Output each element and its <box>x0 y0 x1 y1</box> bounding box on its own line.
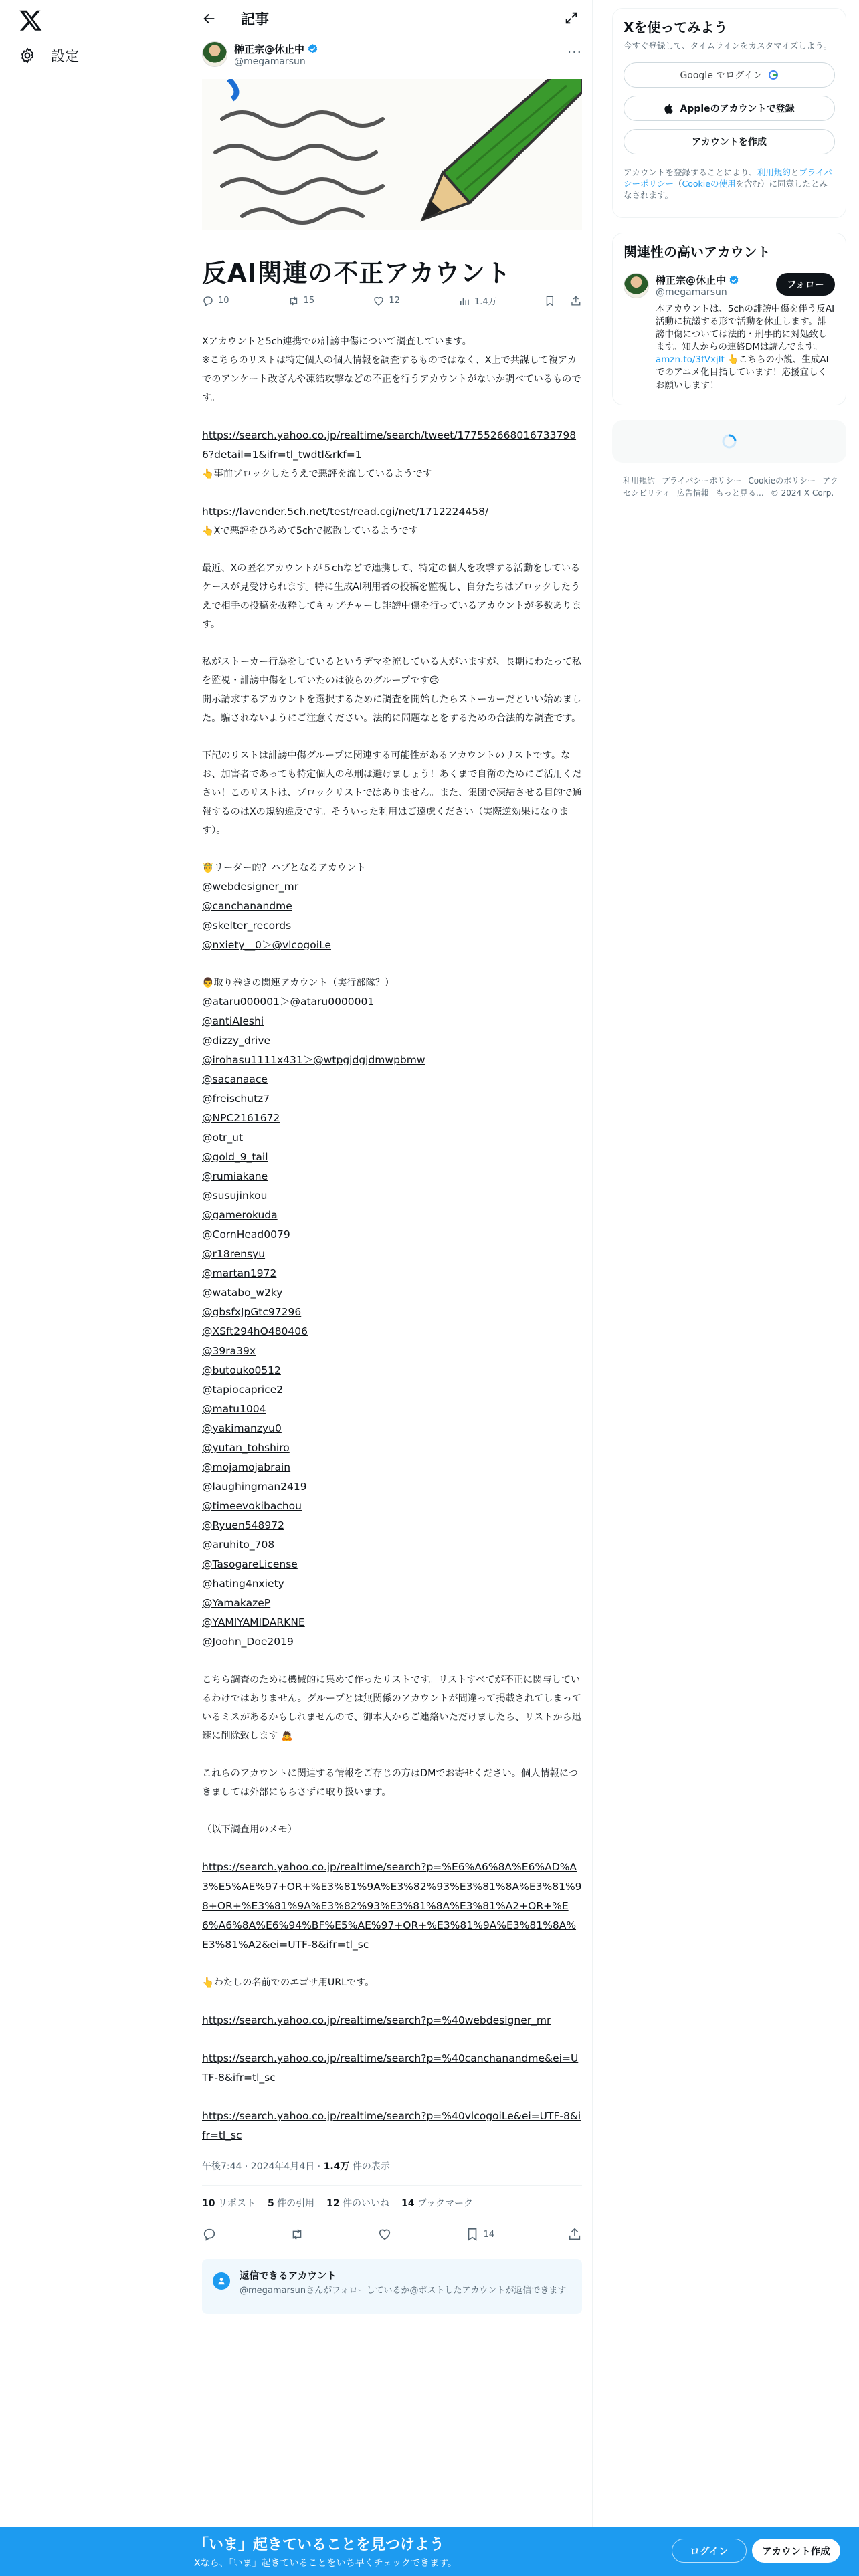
apple-logo-icon <box>664 102 674 114</box>
follow-button[interactable]: フォロー <box>776 273 835 296</box>
account-link[interactable]: @timeevokibachou <box>202 1500 302 1512</box>
link-paragraph <box>202 1632 582 1652</box>
views-chart-icon <box>458 295 470 307</box>
account-link[interactable]: @rumiakane <box>202 1170 268 1182</box>
text-paragraph: Xアカウントと5ch連携での誹謗中傷について調査しています。 <box>202 336 472 347</box>
x-logo-icon[interactable] <box>19 8 43 32</box>
paragraph-gap <box>202 1839 582 1858</box>
cookie-link[interactable]: Cookieの使用 <box>682 179 736 189</box>
text-paragraph: これらのアカウントに関連する情報をご存じの方はDMでお寄せください。個人情報につきましては外部にもらさずに取り扱います。 <box>202 1768 578 1798</box>
account-link[interactable]: @YAMIYAMIDARKNE <box>202 1616 305 1628</box>
account-link[interactable]: @matu1004 <box>202 1403 266 1415</box>
link-paragraph <box>202 1264 582 1283</box>
terms-and: と <box>790 167 799 177</box>
paragraph-gap <box>202 407 582 426</box>
like-button[interactable] <box>373 295 458 307</box>
link-paragraph <box>202 1341 582 1361</box>
text-paragraph: ※こちらのリストは特定個人の個人情報を調査するものではなく、X上で共謀して複アカでのアンケート改ざんや凍結攻撃などの不正を行うアカウントがないか調べているものです。 <box>202 355 581 403</box>
account-link[interactable]: @XSft294hO480406 <box>202 1325 308 1337</box>
footer-link[interactable]: 利用規約 <box>623 476 656 486</box>
text-paragraph: こちら調査のために機械的に集めて作ったリストです。リストすべてが不正に関与しているわけではありません。グループとは無関係のアカウントが間違って掲載されてしまっているミスがあるかもしれませんので、御本人からご連絡いただけましたら、リストから迅速に削除致します 🙇 <box>202 1675 582 1741</box>
account-link[interactable]: @yutan_tohshiro <box>202 1442 290 1454</box>
paragraph-gap <box>202 728 582 746</box>
account-link[interactable]: @freischutz7 <box>202 1093 270 1105</box>
expand-icon[interactable] <box>564 11 579 25</box>
reply-notice-subtitle: @megamarsunさんがフォローしているか@ポストしたアカウントが返信できます <box>240 2286 567 2296</box>
author-name-text: 榊正宗@休止中 <box>234 43 305 56</box>
link-paragraph <box>202 1070 582 1089</box>
footer-link: © 2024 X Corp. <box>770 488 834 498</box>
account-link[interactable]: @yakimanzyu0 <box>202 1422 282 1434</box>
link-paragraph <box>202 1089 582 1109</box>
repost-icon <box>288 295 300 307</box>
signup-title: Xを使ってみよう <box>624 19 728 35</box>
heart-icon[interactable] <box>377 2227 392 2242</box>
reply-button[interactable] <box>202 295 288 307</box>
link-paragraph <box>202 1225 582 1245</box>
link-paragraph <box>202 426 582 465</box>
account-link[interactable]: @laughingman2419 <box>202 1481 307 1493</box>
url-link[interactable]: https://search.yahoo.co.jp/realtime/search?p=%40canchanandme&ei=UTF-8&ifr=tl_sc <box>202 2052 579 2084</box>
account-link[interactable]: @ataru000001＞@ataru0000001 <box>202 996 375 1008</box>
reply-icon <box>202 295 214 307</box>
bookmark-count: 14 <box>483 2229 495 2240</box>
bottom-bar-subtitle: Xなら、「いま」起きていることをいち早くチェックできます。 <box>194 2558 458 2569</box>
main-column <box>191 0 593 2576</box>
text-paragraph: 開示請求するアカウントを選択するために調査を開始したらストーカーだといい始めました。騙されないようにご注意ください。法的に問題なとをするための合法的な調査です。 <box>202 694 582 724</box>
account-link[interactable]: @NPC2161672 <box>202 1112 280 1124</box>
link-paragraph <box>202 1535 582 1555</box>
url-link[interactable]: https://search.yahoo.co.jp/realtime/search?p=%40vlcogoiLe&ei=UTF-8&ifr=tl_sc <box>202 2110 581 2141</box>
related-accounts-card <box>612 233 846 405</box>
url-link[interactable]: https://search.yahoo.co.jp/realtime/search?p=%E6%A6%8A%E6%AD%A3%E5%AE%97+OR+%E3%81%9A%E3%82%93%E3%81%8A%E3%81%98+OR+%E3%81%9A%E3%82%93%E3%81%8A%E3%81%A2+OR+%E6%A6%8A%E6%94%BF%E5%AE%97+OR+%E3%81%9A%E3%81%8A%E3%81%A2&ei=UTF-8&ifr=tl_sc <box>202 1861 582 1951</box>
link-paragraph <box>202 1555 582 1574</box>
page-title: 記事 <box>241 11 269 27</box>
back-arrow-icon[interactable] <box>202 11 217 26</box>
link-paragraph <box>202 1458 582 1477</box>
url-link[interactable]: https://search.yahoo.co.jp/realtime/search?p=%40webdesigner_mr <box>202 2014 551 2026</box>
account-link[interactable]: @dizzy_drive <box>202 1035 271 1047</box>
link-paragraph <box>202 2049 582 2088</box>
account-link[interactable]: @Ryuen548972 <box>202 1519 284 1531</box>
terms-prefix: アカウントを登録することにより、 <box>624 167 757 177</box>
more-options-icon[interactable]: ··· <box>567 44 582 60</box>
account-link[interactable]: @skelter_records <box>202 920 292 932</box>
post-views-label: 件の表示 <box>349 2161 390 2172</box>
create-account-label: アカウントを作成 <box>692 137 767 148</box>
paragraph-gap <box>202 1992 582 2011</box>
link-paragraph <box>202 502 582 522</box>
account-link[interactable]: @Joohn_Doe2019 <box>202 1636 294 1648</box>
reposts-count-link[interactable]: 10 リポスト <box>202 2198 256 2209</box>
signup-card <box>612 8 846 218</box>
account-link[interactable]: @tapiocaprice2 <box>202 1384 284 1396</box>
signup-subtitle: 今すぐ登録して、タイムラインをカスタマイズしよう。 <box>624 41 832 51</box>
link-paragraph <box>202 2011 582 2030</box>
link-paragraph <box>202 1051 582 1070</box>
url-link[interactable]: https://lavender.5ch.net/test/read.cgi/net/1712224458/ <box>202 506 489 518</box>
like-count: 12 <box>389 296 400 306</box>
likes-count-link[interactable]: 12 件のいいね <box>326 2198 390 2209</box>
quotes-count-link[interactable]: 5 件の引用 <box>267 2198 315 2209</box>
signup-button[interactable]: アカウント作成 <box>752 2539 840 2563</box>
divider <box>202 2185 582 2186</box>
related-title: 関連性の高いアカウント <box>624 244 771 260</box>
article-title: 反AI関連の不正アカウント <box>202 259 512 288</box>
link-paragraph <box>202 1245 582 1264</box>
link-paragraph <box>202 992 582 1012</box>
link-paragraph <box>202 1303 582 1322</box>
link-paragraph <box>202 1322 582 1341</box>
text-paragraph: 下記のリストは誹謗中傷グループに関連する可能性があるアカウントのリストです。なお、加害者であっても特定個人の私刑は避けましょう！あくまで自衛のためにご活用ください！このリストは、ブロックリストではありません。また、集団で凍結させる目的で通報するのはXの規約違反です。そういった利用はご遠慮ください（実際逆効果になります）。 <box>202 750 582 836</box>
heart-icon <box>373 295 385 307</box>
account-link[interactable]: @canchanandme <box>202 900 292 912</box>
reply-count: 10 <box>218 296 229 306</box>
views-button[interactable] <box>458 294 544 307</box>
account-link[interactable]: @irohasu1111x431＞@wtpgjdgjdmwpbmw <box>202 1054 425 1066</box>
link-paragraph <box>202 877 582 897</box>
account-link[interactable]: @webdesigner_mr <box>202 881 299 893</box>
footer-link[interactable]: もっと見る… <box>715 488 764 498</box>
author-handle: @megamarsun <box>234 56 306 67</box>
account-link[interactable]: @sacanaace <box>202 1073 268 1085</box>
link-paragraph <box>202 916 582 936</box>
related-account[interactable] <box>624 273 835 392</box>
google-logo-icon <box>768 70 779 80</box>
paragraph-gap <box>202 1652 582 1671</box>
link-paragraph <box>202 2107 582 2145</box>
bookmark-icon <box>465 2227 480 2242</box>
paragraph-gap <box>202 2088 582 2107</box>
post-action-bar <box>202 2227 582 2242</box>
account-link[interactable]: @mojamojabrain <box>202 1461 291 1473</box>
account-link[interactable]: @butouko0512 <box>202 1364 281 1376</box>
bottom-bar-title: 「いま」起きていることを見つけよう <box>194 2537 445 2553</box>
link-paragraph <box>202 1361 582 1380</box>
loading-spinner-icon <box>721 433 737 449</box>
paragraph-gap <box>202 2030 582 2049</box>
text-paragraph: 👆Xで悪評をひろめて5chで拡散しているようです <box>202 526 418 536</box>
related-account-handle: @megamarsun <box>656 287 727 298</box>
link-paragraph <box>202 1516 582 1535</box>
link-paragraph <box>202 1380 582 1400</box>
footer-link[interactable]: アクセシビリティ <box>623 476 838 498</box>
link-paragraph <box>202 1109 582 1128</box>
footer-link[interactable]: Cookieのポリシー <box>748 476 816 486</box>
related-account-bio <box>656 303 835 392</box>
article-author[interactable] <box>202 41 582 67</box>
paragraph-gap <box>202 1955 582 1973</box>
footer-link[interactable]: プライバシーポリシー <box>662 476 742 486</box>
link-paragraph <box>202 1186 582 1206</box>
views-count: 1.4万 <box>474 297 497 307</box>
paragraph-gap <box>202 540 582 559</box>
avatar[interactable] <box>624 273 649 298</box>
share-icon[interactable] <box>570 295 582 307</box>
link-paragraph <box>202 1012 582 1031</box>
post-timestamp[interactable]: 午後7:44 · 2024年4月4日 · <box>202 2161 324 2172</box>
account-link[interactable]: @watabo_w2ky <box>202 1287 283 1299</box>
paragraph-gap <box>202 634 582 653</box>
account-link[interactable]: @TasogareLicense <box>202 1558 298 1570</box>
account-link[interactable]: @r18rensyu <box>202 1248 266 1260</box>
link-paragraph <box>202 1148 582 1167</box>
account-link[interactable]: @gamerokuda <box>202 1209 278 1221</box>
text-paragraph: 👨取り巻きの関連アカウント（実行部隊？） <box>202 978 395 988</box>
verified-badge-icon <box>729 275 739 286</box>
link-paragraph <box>202 897 582 916</box>
terms-notice <box>624 167 835 201</box>
nav-item-settings[interactable] <box>19 45 79 66</box>
link-paragraph <box>202 1858 582 1955</box>
account-link[interactable]: @nxiety__0＞@vlcogoiLe <box>202 939 331 951</box>
account-link[interactable]: @gbsfxJpGtc97296 <box>202 1306 302 1318</box>
verified-badge-icon <box>307 43 318 55</box>
account-link[interactable]: @otr_ut <box>202 1132 244 1144</box>
create-account-button[interactable] <box>624 129 835 154</box>
repost-button[interactable] <box>288 295 373 307</box>
account-link[interactable]: @CornHead0079 <box>202 1228 290 1241</box>
share-icon[interactable] <box>567 2227 582 2242</box>
related-account-name[interactable] <box>656 273 739 287</box>
bio-link[interactable]: amzn.to/3fVxjlt <box>656 354 725 365</box>
footer-links <box>623 475 844 499</box>
paragraph-gap <box>202 840 582 859</box>
link-paragraph <box>202 1497 582 1516</box>
link-paragraph <box>202 1613 582 1632</box>
google-signin-label: Google でログイン <box>680 70 763 81</box>
bio-text: 本アカウントは、5chの誹謗中傷を伴う反AI活動に抗議する形で活動を休止します。誹謗中傷については法的・刑事的に対処致します。知人からの連絡DMは読んでます。 <box>656 304 835 352</box>
text-paragraph: 👆わたしの名前でのエゴサ用URLです。 <box>202 1977 375 1988</box>
link-paragraph <box>202 1574 582 1594</box>
link-paragraph <box>202 1031 582 1051</box>
apple-signup-label: Appleのアカウントで登録 <box>680 104 795 114</box>
account-link[interactable]: @YamakazeP <box>202 1597 271 1609</box>
text-paragraph: 🤴リーダー的？ハブとなるアカウント <box>202 863 366 873</box>
repost-count: 15 <box>303 296 315 306</box>
account-link[interactable]: @hating4nxiety <box>202 1578 284 1590</box>
article-cover-image[interactable] <box>202 79 582 230</box>
footer-link[interactable]: 広告情報 <box>676 488 709 498</box>
cookie-prefix: （ <box>674 179 682 189</box>
link-paragraph <box>202 1438 582 1458</box>
link-paragraph <box>202 1477 582 1497</box>
left-nav <box>0 0 191 2576</box>
gear-icon <box>19 47 36 64</box>
link-paragraph <box>202 1400 582 1419</box>
link-paragraph <box>202 1167 582 1186</box>
paragraph-gap <box>202 955 582 974</box>
link-paragraph <box>202 1594 582 1613</box>
bottom-signup-bar <box>0 2527 859 2576</box>
post-views: 1.4万 <box>323 2161 350 2172</box>
paragraph-gap <box>202 1745 582 1764</box>
repost-icon[interactable] <box>290 2227 304 2242</box>
text-paragraph: 私がストーカー行為をしているというデマを流している人がいますが、長期にわたって私を監視・誹謗中傷をしていたのは彼らのグループです😢 <box>202 657 582 686</box>
header <box>191 0 592 37</box>
bio-text-end: 👆こちらの小説、生成AIでのアニメ化目指しています！応援宜しくお願いします！ <box>656 354 829 391</box>
pencil-illustration <box>202 79 582 230</box>
bookmark-icon[interactable] <box>544 295 556 307</box>
link-paragraph <box>202 936 582 955</box>
terms-link[interactable]: 利用規約 <box>757 167 791 177</box>
paragraph-gap <box>202 1802 582 1820</box>
trends-loading <box>612 420 846 463</box>
reply-restriction-notice <box>202 2259 582 2314</box>
text-paragraph: （以下調査用のメモ） <box>202 1824 297 1835</box>
link-paragraph <box>202 1206 582 1225</box>
article-actions <box>202 294 582 307</box>
privacy-link[interactable]: プライバシーポリシー <box>624 167 832 189</box>
account-link[interactable]: @gold_9_tail <box>202 1151 268 1163</box>
account-link[interactable]: @39ra39x <box>202 1345 256 1357</box>
apple-signup-button[interactable] <box>624 96 835 121</box>
author-name[interactable] <box>234 42 318 56</box>
bookmarks-count-link[interactable]: 14 ブックマーク <box>401 2198 474 2209</box>
text-paragraph: 👆事前ブロックしたうえで悪評を流しているようです <box>202 469 432 479</box>
account-link[interactable]: @martan1972 <box>202 1267 277 1279</box>
settings-label: 設定 <box>51 48 79 64</box>
terms-suffix: を含む）に同意したとみなされます。 <box>624 179 828 200</box>
engagement-counts <box>202 2196 473 2210</box>
avatar[interactable] <box>202 41 227 67</box>
person-icon <box>213 2272 230 2290</box>
article-body <box>202 332 582 2145</box>
login-button[interactable]: ログイン <box>672 2539 747 2563</box>
post-meta <box>202 2159 390 2173</box>
link-paragraph <box>202 1419 582 1438</box>
related-name-text: 榊正宗@休止中 <box>656 274 727 286</box>
text-paragraph: 最近、Xの匿名アカウントが５chなどで連携して、特定の個人を攻撃する活動をしているケースが見受けられます。特に生成AI利用者の投稿を監視し、自分たちはブロックしたうえで相手の投稿を抜粋してキャプチャーし誹謗中傷を行っているアカウントが多数あります。 <box>202 563 581 630</box>
paragraph-gap <box>202 484 582 502</box>
account-link[interactable]: @aruhito_708 <box>202 1539 275 1551</box>
bookmark-button[interactable] <box>465 2227 495 2242</box>
link-paragraph <box>202 1283 582 1303</box>
google-signin-button[interactable] <box>624 62 835 88</box>
account-link[interactable]: @antiAIeshi <box>202 1015 264 1027</box>
reply-icon[interactable] <box>202 2227 217 2242</box>
account-link[interactable]: @susujinkou <box>202 1190 268 1202</box>
reply-notice-title: 返信できるアカウント <box>240 2271 337 2282</box>
link-paragraph <box>202 1128 582 1148</box>
url-link[interactable]: https://search.yahoo.co.jp/realtime/search/tweet/1775526680167337986?detail=1&ifr=tl_twdtl&rkf=1 <box>202 429 577 461</box>
